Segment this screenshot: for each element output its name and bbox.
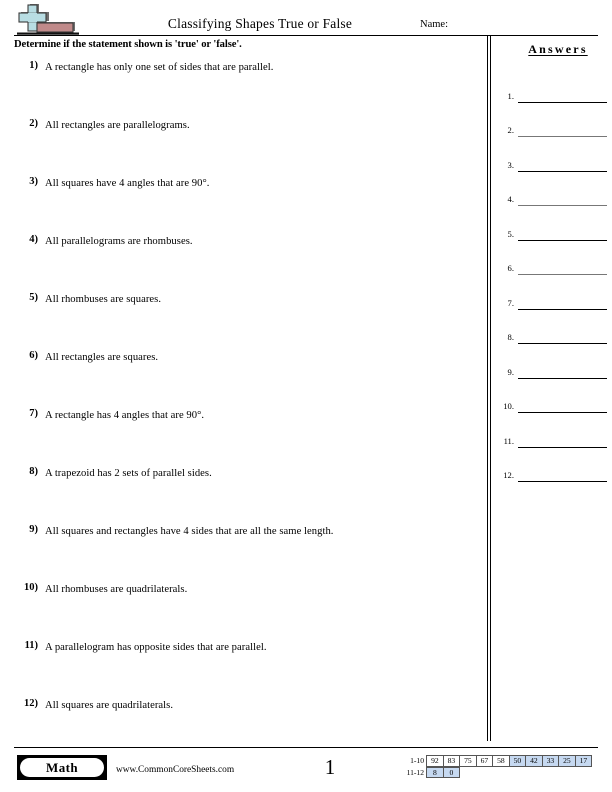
answer-blank-line[interactable]	[518, 274, 607, 275]
score-cell: 67	[476, 755, 493, 767]
answers-column-divider	[487, 36, 491, 741]
question-row	[0, 345, 480, 403]
score-cell: 42	[525, 755, 542, 767]
answer-blank-line[interactable]	[518, 240, 607, 241]
answer-number: 7.	[507, 297, 514, 308]
answer-row	[492, 352, 612, 387]
question-row	[0, 635, 480, 693]
score-cell: 17	[575, 755, 592, 767]
answer-number: 6.	[507, 263, 514, 273]
instruction-text: Determine if the statement shown is 'true' or 'false'.	[14, 39, 242, 50]
subject-badge	[17, 755, 107, 780]
question-number: 1)	[29, 60, 38, 71]
answer-number: 10.	[503, 401, 514, 411]
site-url: www.CommonCoreSheets.com	[116, 765, 235, 775]
question-text: All squares have 4 angles that are 90°.	[45, 178, 210, 189]
score-cell: 8	[426, 767, 443, 779]
answers-list	[492, 76, 612, 490]
answer-row	[492, 283, 612, 318]
question-text: A trapezoid has 2 sets of parallel sides.	[45, 468, 212, 479]
question-number: 6)	[29, 350, 38, 361]
answer-blank-line[interactable]	[518, 412, 607, 413]
answer-number: 2.	[507, 125, 514, 135]
answer-blank-line[interactable]	[518, 481, 607, 482]
score-grid-row	[398, 755, 592, 767]
question-number: 7)	[29, 408, 38, 419]
plus-block-logo-icon	[17, 3, 79, 35]
answer-blank-line[interactable]	[518, 378, 607, 379]
answer-blank-line[interactable]	[518, 136, 607, 137]
question-number: 3)	[29, 176, 38, 187]
page-header	[0, 0, 612, 36]
answer-number: 5.	[507, 228, 514, 239]
page-title: Classifying Shapes True or False	[167, 16, 353, 31]
question-row	[0, 577, 480, 635]
answer-blank-line[interactable]	[518, 447, 607, 448]
score-cell: 75	[459, 755, 476, 767]
score-cell: 83	[443, 755, 460, 767]
answer-row	[492, 111, 612, 146]
score-cell: 25	[558, 755, 575, 767]
answer-blank-line[interactable]	[518, 205, 607, 206]
answer-number: 9.	[507, 366, 514, 377]
answer-row	[492, 76, 612, 111]
answer-number: 4.	[507, 194, 514, 204]
answer-row	[492, 318, 612, 353]
answers-heading: Answers	[528, 42, 588, 56]
answer-row	[492, 214, 612, 249]
answer-blank-line[interactable]	[518, 102, 607, 103]
question-row	[0, 693, 480, 751]
questions-list	[0, 55, 480, 751]
score-cell: 58	[492, 755, 509, 767]
question-text: All rhombuses are squares.	[45, 294, 162, 305]
answer-number: 1.	[507, 90, 514, 101]
score-range-label: 11-12	[406, 767, 424, 777]
answer-row	[492, 456, 612, 491]
answer-row	[492, 145, 612, 180]
score-cell: 92	[426, 755, 443, 767]
question-row	[0, 229, 480, 287]
divider-line-left	[487, 36, 488, 741]
score-cell: 33	[542, 755, 559, 767]
answer-number: 11.	[503, 435, 514, 446]
question-row	[0, 287, 480, 345]
name-field-label: Name:	[420, 19, 448, 30]
answer-row	[492, 421, 612, 456]
question-row	[0, 113, 480, 171]
question-text: All squares are quadrilaterals.	[45, 700, 174, 711]
footer-divider-rule	[14, 747, 598, 748]
answer-row	[492, 249, 612, 284]
question-text: All squares and rectangles have 4 sides that are all the same length.	[45, 526, 334, 537]
question-number: 11)	[24, 640, 38, 651]
question-text: All rectangles are squares.	[45, 352, 159, 363]
subject-badge-label: Math	[20, 758, 104, 777]
question-number: 2)	[29, 118, 38, 129]
question-number: 12)	[24, 698, 38, 709]
question-text: All rhombuses are quadrilaterals.	[45, 584, 188, 595]
question-number: 5)	[29, 292, 38, 303]
question-row	[0, 519, 480, 577]
question-text: A rectangle has only one set of sides that are parallel.	[45, 62, 274, 73]
question-text: A rectangle has 4 angles that are 90°.	[45, 410, 205, 421]
question-text: A parallelogram has opposite sides that are parallel.	[45, 642, 267, 653]
score-cell: 50	[509, 755, 526, 767]
answer-number: 3.	[507, 159, 514, 170]
question-row	[0, 461, 480, 519]
question-number: 9)	[29, 524, 38, 535]
score-grid	[398, 755, 592, 778]
score-range-label: 1-10	[410, 756, 424, 765]
question-row	[0, 171, 480, 229]
question-row	[0, 403, 480, 461]
score-grid-row	[398, 767, 592, 779]
answer-blank-line[interactable]	[518, 343, 607, 344]
answers-column	[492, 36, 612, 741]
question-text: All rectangles are parallelograms.	[45, 120, 190, 131]
question-text: All parallelograms are rhombuses.	[45, 236, 193, 247]
question-number: 8)	[29, 466, 38, 477]
score-cell: 0	[443, 767, 460, 779]
question-row	[0, 55, 480, 113]
answer-blank-line[interactable]	[518, 309, 607, 310]
answer-number: 8.	[507, 332, 514, 342]
answer-row	[492, 180, 612, 215]
answer-blank-line[interactable]	[518, 171, 607, 172]
answer-row	[492, 387, 612, 422]
divider-line-right	[490, 36, 491, 741]
page-number: 1	[324, 755, 336, 779]
question-number: 10)	[24, 582, 38, 593]
answer-number: 12.	[503, 470, 514, 480]
question-number: 4)	[29, 234, 38, 245]
